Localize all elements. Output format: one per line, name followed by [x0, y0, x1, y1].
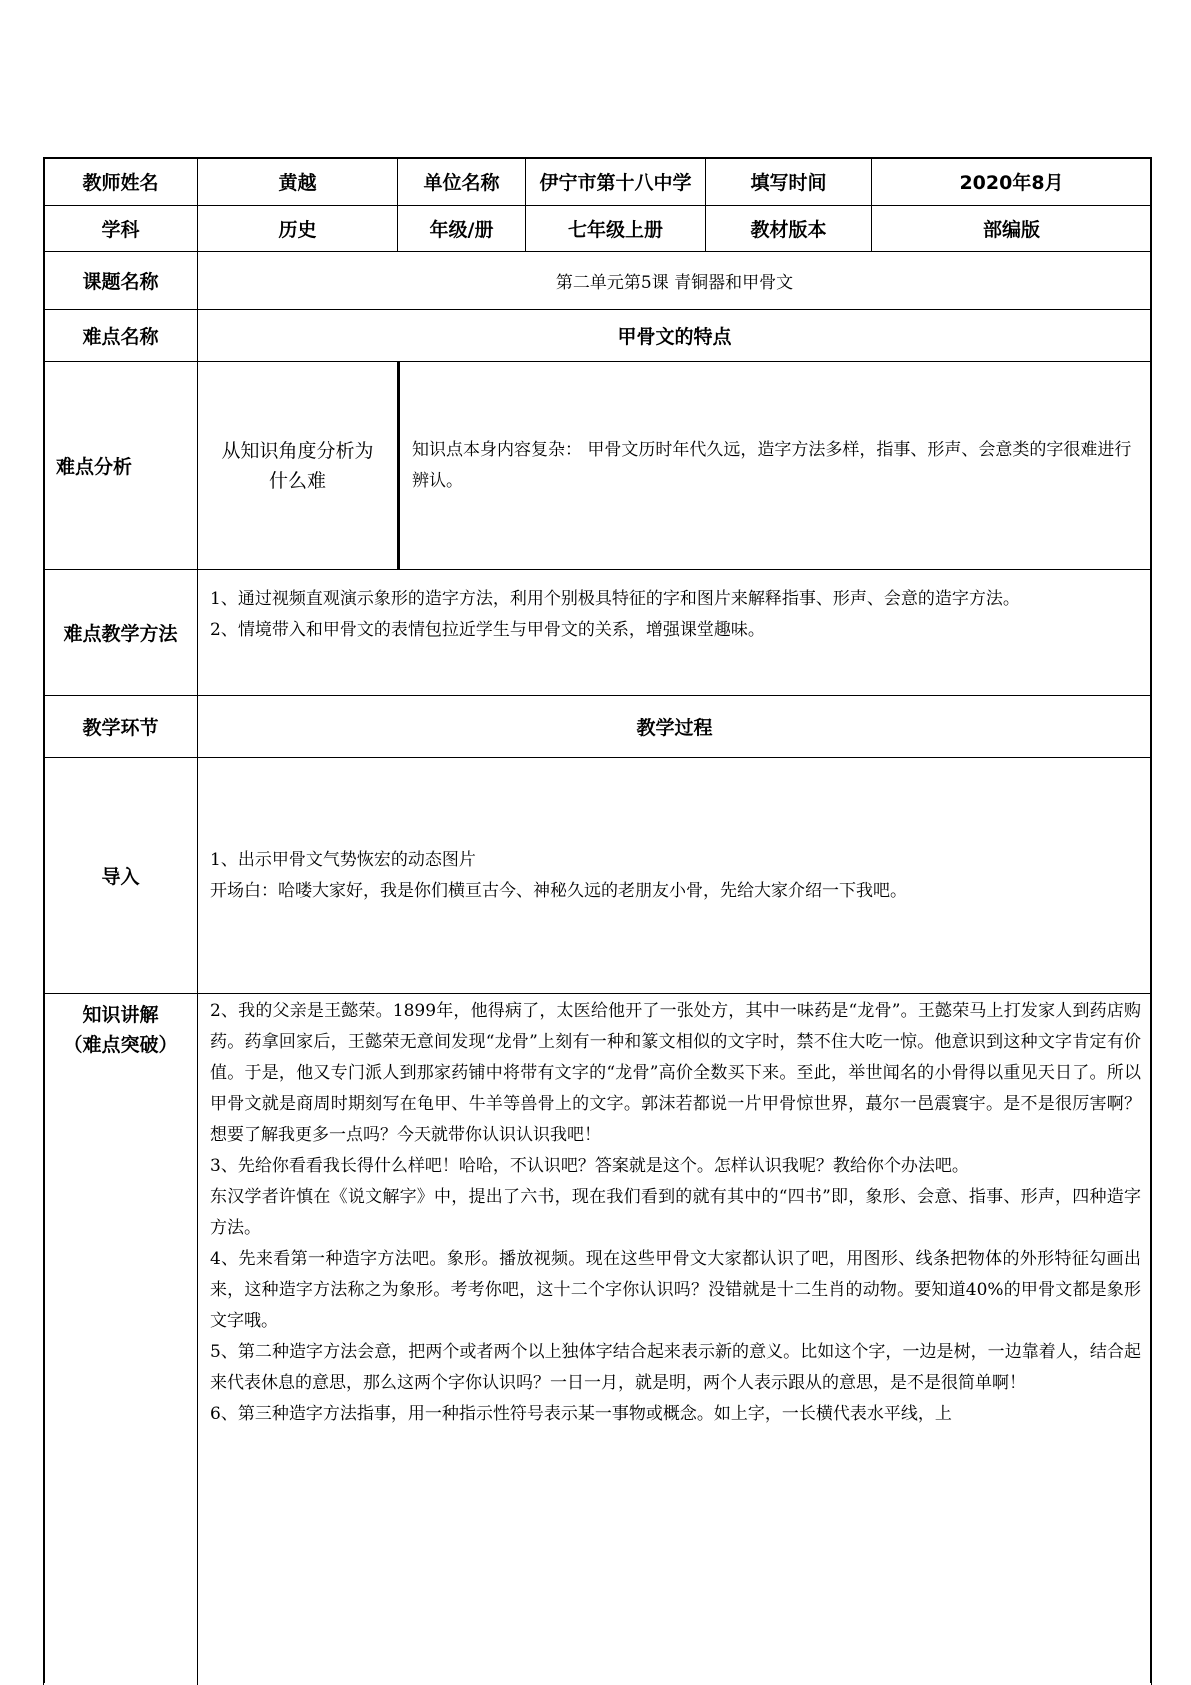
fill-date-value: 2020年8月: [871, 157, 1152, 206]
analysis-sub-label: [197, 361, 398, 570]
knowledge-para-2: 3、先给你看看我长得什么样吧！哈哈，不认识吧？答案就是这个。怎样认识我呢？教给你个办法吧。: [210, 1156, 969, 1176]
intro-label: 导入: [43, 757, 198, 994]
topic-label: 课题名称: [43, 251, 198, 310]
analysis-text: 知识点本身内容复杂： 甲骨文历时年代久远，造字方法多样，指事、形声、会意类的字很难进行辨认。: [412, 439, 1132, 491]
method-line-1: 1、通过视频直观演示象形的造字方法，利用个别极具特征的字和图片来解释指事、形声、会意的造字方法。: [210, 589, 1020, 609]
intro-line-1: 1、出示甲骨文气势恢宏的动态图片: [210, 849, 476, 870]
knowledge-para-5: 5、第二种造字方法会意，把两个或者两个以上独体字结合起来表示新的意义。比如这个字，一边是树，一边靠着人，结合起来代表休息的意思，那么这两个字你认识吗？一日一月，就是明，两个人表示跟从的意思，是不是很简单啊！: [210, 1342, 1141, 1393]
knowledge-para-3: 东汉学者许慎在《说文解字》中，提出了六书，现在我们看到的就有其中的“四书”即，象形、会意、指事、形声，四种造字方法。: [210, 1187, 1141, 1238]
knowledge-text-cell: [197, 993, 1152, 1685]
process-section-label: 教学环节: [43, 695, 198, 758]
analysis-label: 难点分析: [43, 361, 198, 570]
knowledge-para-1: 2、我的父亲是王懿荣。1899年，他得病了，太医给他开了一张处方，其中一味药是“龙骨”。王懿荣马上打发家人到药店购药。药拿回家后，王懿荣无意间发现“龙骨”上刻有一种和篆文相似的文字时，禁不住大吃一惊。他意识到这种文字肯定有价值。于是，他又专门派人到那家药铺中将带有文字的“龙骨”高价全数买下来。至此，举世闻名的小骨得以重见天日了。所以甲骨文就是商周时期刻写在龟甲、牛羊等兽骨上的文字。郭沫若都说一片甲骨惊世界，蕞尔一邑震寰宇。是不是很厉害啊？想要了解我更多一点吗？今天就带你认识认识我吧！: [210, 1001, 1141, 1145]
fill-date-label: 填写时间: [705, 157, 872, 206]
analysis-text-cell: [397, 361, 1152, 570]
difficulty-value: 甲骨文的特点: [197, 309, 1152, 362]
edition-value: 部编版: [871, 205, 1152, 252]
knowledge-sub-label: （难点突破）: [63, 1034, 178, 1056]
analysis-sub-label-text: 从知识角度分析为什么难: [221, 439, 374, 492]
teacher-name-label: 教师姓名: [43, 157, 198, 206]
process-section-title: 教学过程: [197, 695, 1152, 758]
intro-line-2: 开场白：哈喽大家好，我是你们横亘古今、神秘久远的老朋友小骨，先给大家介绍一下我吧。: [210, 880, 907, 901]
grade-value: 七年级上册: [525, 205, 706, 252]
grade-label: 年级/册: [397, 205, 526, 252]
edition-label: 教材版本: [705, 205, 872, 252]
knowledge-para-6: 6、第三种造字方法指事，用一种指示性符号表示某一事物或概念。如上字，一长横代表水平线，上: [210, 1404, 952, 1424]
topic-value: 第二单元第5课 青铜器和甲骨文: [197, 251, 1152, 310]
knowledge-para-4: 4、先来看第一种造字方法吧。象形。播放视频。现在这些甲骨文大家都认识了吧，用图形、线条把物体的外形特征勾画出来，这种造字方法称之为象形。考考你吧，这十二个字你认识吗？没错就是十二生肖的动物。要知道40%的甲骨文都是象形文字哦。: [210, 1249, 1141, 1331]
method-label: 难点教学方法: [43, 569, 198, 696]
intro-text-cell: [197, 757, 1152, 994]
knowledge-label: 知识讲解: [82, 1004, 159, 1026]
subject-value: 历史: [197, 205, 398, 252]
subject-label: 学科: [43, 205, 198, 252]
teacher-name-value: 黄越: [197, 157, 398, 206]
difficulty-label: 难点名称: [43, 309, 198, 362]
method-text-cell: [197, 569, 1152, 696]
unit-name-value: 伊宁市第十八中学: [525, 157, 706, 206]
knowledge-label-cell: [43, 993, 198, 1685]
method-line-2: 2、情境带入和甲骨文的表情包拉近学生与甲骨文的关系，增强课堂趣味。: [210, 620, 765, 640]
unit-name-label: 单位名称: [397, 157, 526, 206]
